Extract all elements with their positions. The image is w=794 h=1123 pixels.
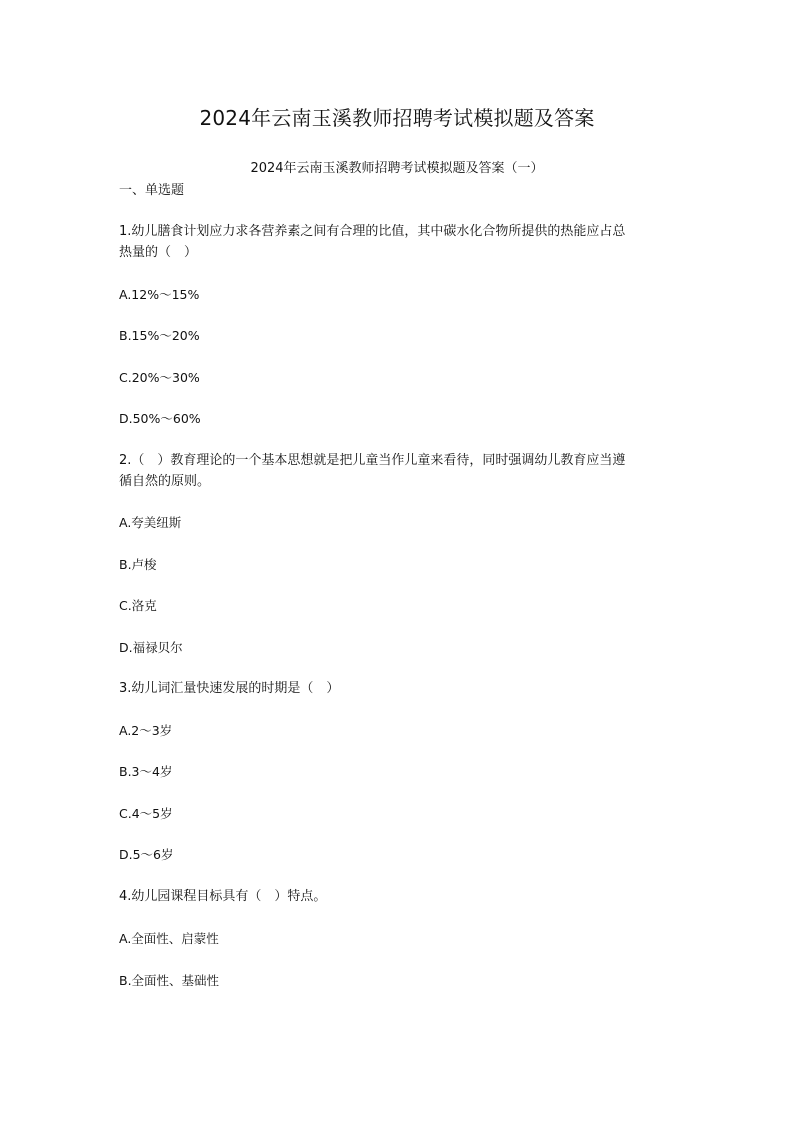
section-heading: 一、单选题 <box>119 183 185 198</box>
question-2-stem-line-1: 2.（ ）教育理论的一个基本思想就是把儿童当作儿童来看待，同时强调幼儿教育应当遵 <box>119 453 626 468</box>
question-2-option-a: A.夸美纽斯 <box>119 515 182 530</box>
question-2-option-d: D.福禄贝尔 <box>119 640 183 655</box>
question-3-option-d: D.5～6岁 <box>119 847 174 862</box>
question-1-stem-line-2: 热量的（ ） <box>119 245 198 260</box>
question-3-stem-line-1: 3.幼儿词汇量快速发展的时期是（ ） <box>119 681 340 696</box>
question-3-option-b: B.3～4岁 <box>119 764 173 779</box>
question-1-stem-line-1: 1.幼儿膳食计划应力求各营养素之间有合理的比值，其中碳水化合物所提供的热能应占总 <box>119 224 626 239</box>
question-1-option-a: A.12%～15% <box>119 287 200 302</box>
page-subtitle: 2024年云南玉溪教师招聘考试模拟题及答案（一） <box>250 161 544 176</box>
question-2-option-c: C.洛克 <box>119 598 157 613</box>
question-2-stem-line-2: 循自然的原则。 <box>119 474 211 489</box>
page-title: 2024年云南玉溪教师招聘考试模拟题及答案 <box>199 106 595 130</box>
question-2-option-b: B.卢梭 <box>119 557 157 572</box>
question-4-stem-line-1: 4.幼儿园课程目标具有（ ）特点。 <box>119 889 327 904</box>
question-3-option-c: C.4～5岁 <box>119 806 173 821</box>
question-4-option-a: A.全面性、启蒙性 <box>119 931 219 946</box>
question-4-option-b: B.全面性、基础性 <box>119 973 220 988</box>
question-1-option-d: D.50%～60% <box>119 411 201 426</box>
question-3-option-a: A.2～3岁 <box>119 723 173 738</box>
question-1-option-b: B.15%～20% <box>119 328 200 343</box>
question-1-option-c: C.20%～30% <box>119 370 200 385</box>
